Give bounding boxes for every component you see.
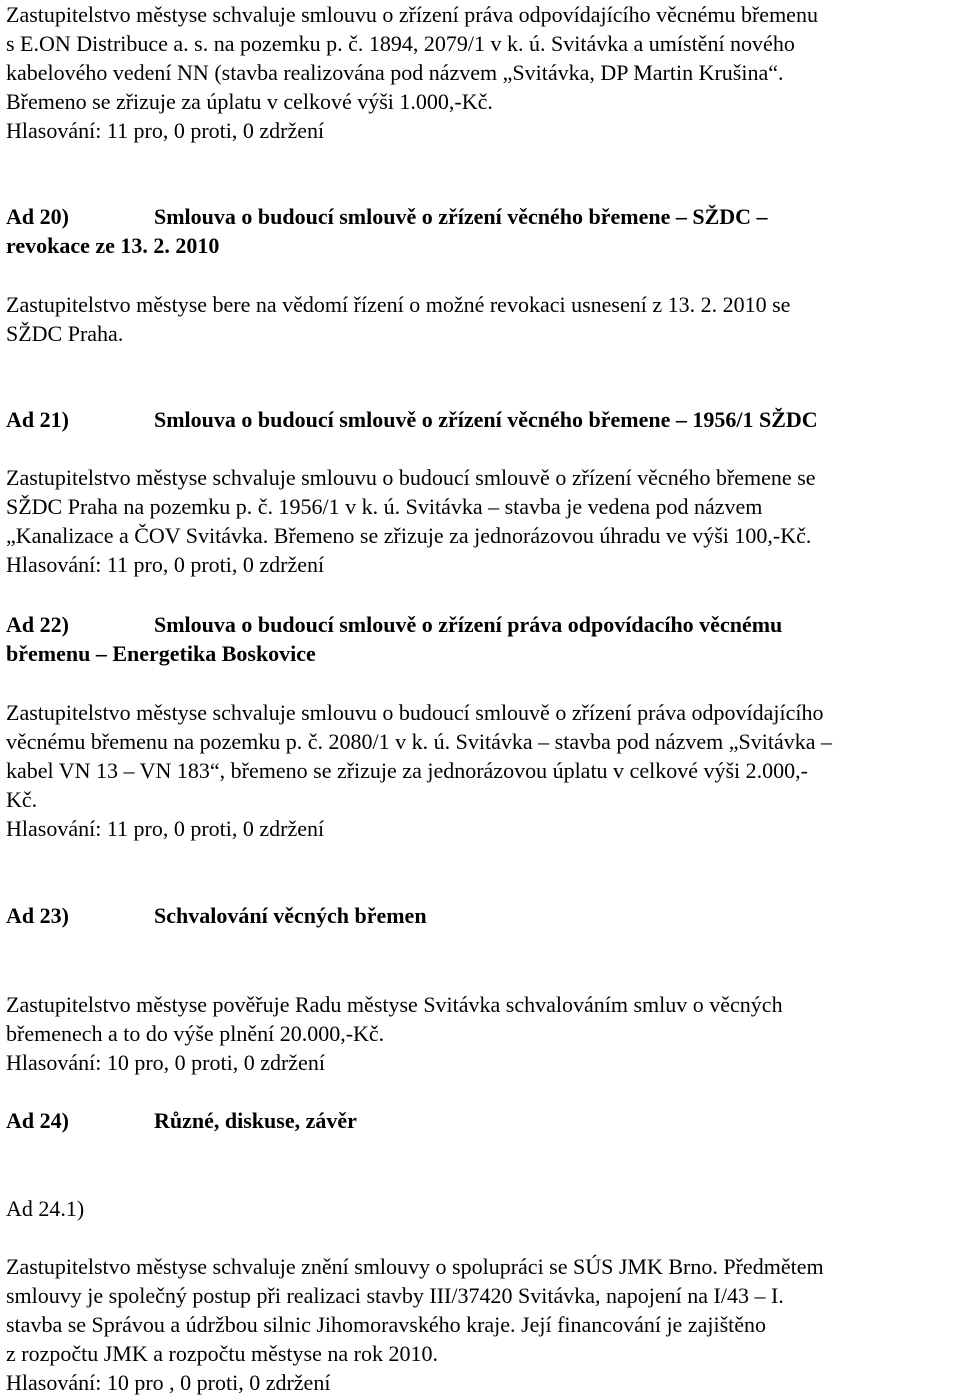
paragraph-line: Zastupitelstvo městyse pověřuje Radu městyse Svitávka schvalováním smluv o věcných — [6, 992, 783, 1017]
paragraph-line: Zastupitelstvo městyse bere na vědomí řízení o možné revokaci usnesení z 13. 2. 2010 se — [6, 292, 791, 317]
vote-result: Hlasování: 11 pro, 0 proti, 0 zdržení — [6, 118, 325, 143]
paragraph-line: s E.ON Distribuce a. s. na pozemku p. č. 1894, 2079/1 v k. ú. Svitávka a umístění nového — [6, 31, 795, 56]
section-heading — [6, 901, 427, 930]
section-number: Ad 20) — [6, 204, 69, 229]
section-title: Různé, diskuse, závěr — [154, 1108, 357, 1133]
paragraph-line: „Kanalizace a ČOV Svitávka. Břemeno se zřizuje za jednorázovou úhradu ve výši 100,-Kč. — [6, 523, 812, 548]
paragraph-line: Zastupitelstvo městyse schvaluje smlouvu o budoucí smlouvě o zřízení věcného břemene se — [6, 465, 816, 490]
vote-result: Hlasování: 10 pro, 0 proti, 0 zdržení — [6, 1050, 325, 1075]
paragraph-line: Břemeno se zřizuje za úplatu v celkové výši 1.000,-Kč. — [6, 89, 493, 114]
paragraph-line: Kč. — [6, 787, 38, 812]
paragraph-line: z rozpočtu JMK a rozpočtu městyse na rok 2010. — [6, 1341, 438, 1366]
paragraph-line: věcnému břemenu na pozemku p. č. 2080/1 v k. ú. Svitávka – stavba pod názvem „Svitávka – — [6, 729, 833, 754]
section-title: Schvalování věcných břemen — [154, 903, 427, 928]
paragraph-line: SŽDC Praha na pozemku p. č. 1956/1 v k. ú. Svitávka – stavba je vedena pod názvem — [6, 494, 763, 519]
paragraph-line: Zastupitelstvo městyse schvaluje znění smlouvy o spolupráci se SÚS JMK Brno. Předmětem — [6, 1254, 824, 1279]
section-title: Smlouva o budoucí smlouvě o zřízení věcného břemene – SŽDC – — [154, 204, 768, 229]
section-heading — [6, 202, 768, 231]
section-number: Ad 22) — [6, 612, 69, 637]
vote-result: Hlasování: 10 pro , 0 proti, 0 zdržení — [6, 1370, 331, 1395]
subsection-heading: Ad 24.1) — [6, 1196, 85, 1221]
section-heading — [6, 1106, 357, 1135]
section-title: Smlouva o budoucí smlouvě o zřízení práva odpovídacího věcnému — [154, 612, 783, 637]
section-heading — [6, 610, 782, 639]
paragraph-line: Zastupitelstvo městyse schvaluje smlouvu o zřízení práva odpovídajícího věcnému břemenu — [6, 2, 818, 27]
paragraph-line: Zastupitelstvo městyse schvaluje smlouvu o budoucí smlouvě o zřízení práva odpovídajícího — [6, 700, 824, 725]
paragraph-line: břemenech a to do výše plnění 20.000,-Kč. — [6, 1021, 385, 1046]
section-number: Ad 23) — [6, 903, 69, 928]
paragraph-line: SŽDC Praha. — [6, 321, 124, 346]
paragraph-line: stavba se Správou a údržbou silnic Jihomoravského kraje. Její financování je zajištěno — [6, 1312, 767, 1337]
section-title: Smlouva o budoucí smlouvě o zřízení věcného břemene – 1956/1 SŽDC — [154, 407, 818, 432]
paragraph-line: kabel VN 13 – VN 183“, břemeno se zřizuje za jednorázovou úplatu v celkové výši 2.000,- — [6, 758, 808, 783]
vote-result: Hlasování: 11 pro, 0 proti, 0 zdržení — [6, 552, 325, 577]
section-title-continued: revokace ze 13. 2. 2010 — [6, 233, 220, 258]
section-number: Ad 21) — [6, 407, 69, 432]
paragraph-line: smlouvy je společný postup při realizaci stavby III/37420 Svitávka, napojení na I/43 – I. — [6, 1283, 784, 1308]
section-title-continued: břemenu – Energetika Boskovice — [6, 641, 316, 666]
section-number: Ad 24) — [6, 1108, 69, 1133]
vote-result: Hlasování: 11 pro, 0 proti, 0 zdržení — [6, 816, 325, 841]
section-heading — [6, 405, 818, 434]
paragraph-line: kabelového vedení NN (stavba realizována pod názvem „Svitávka, DP Martin Krušina“. — [6, 60, 784, 85]
